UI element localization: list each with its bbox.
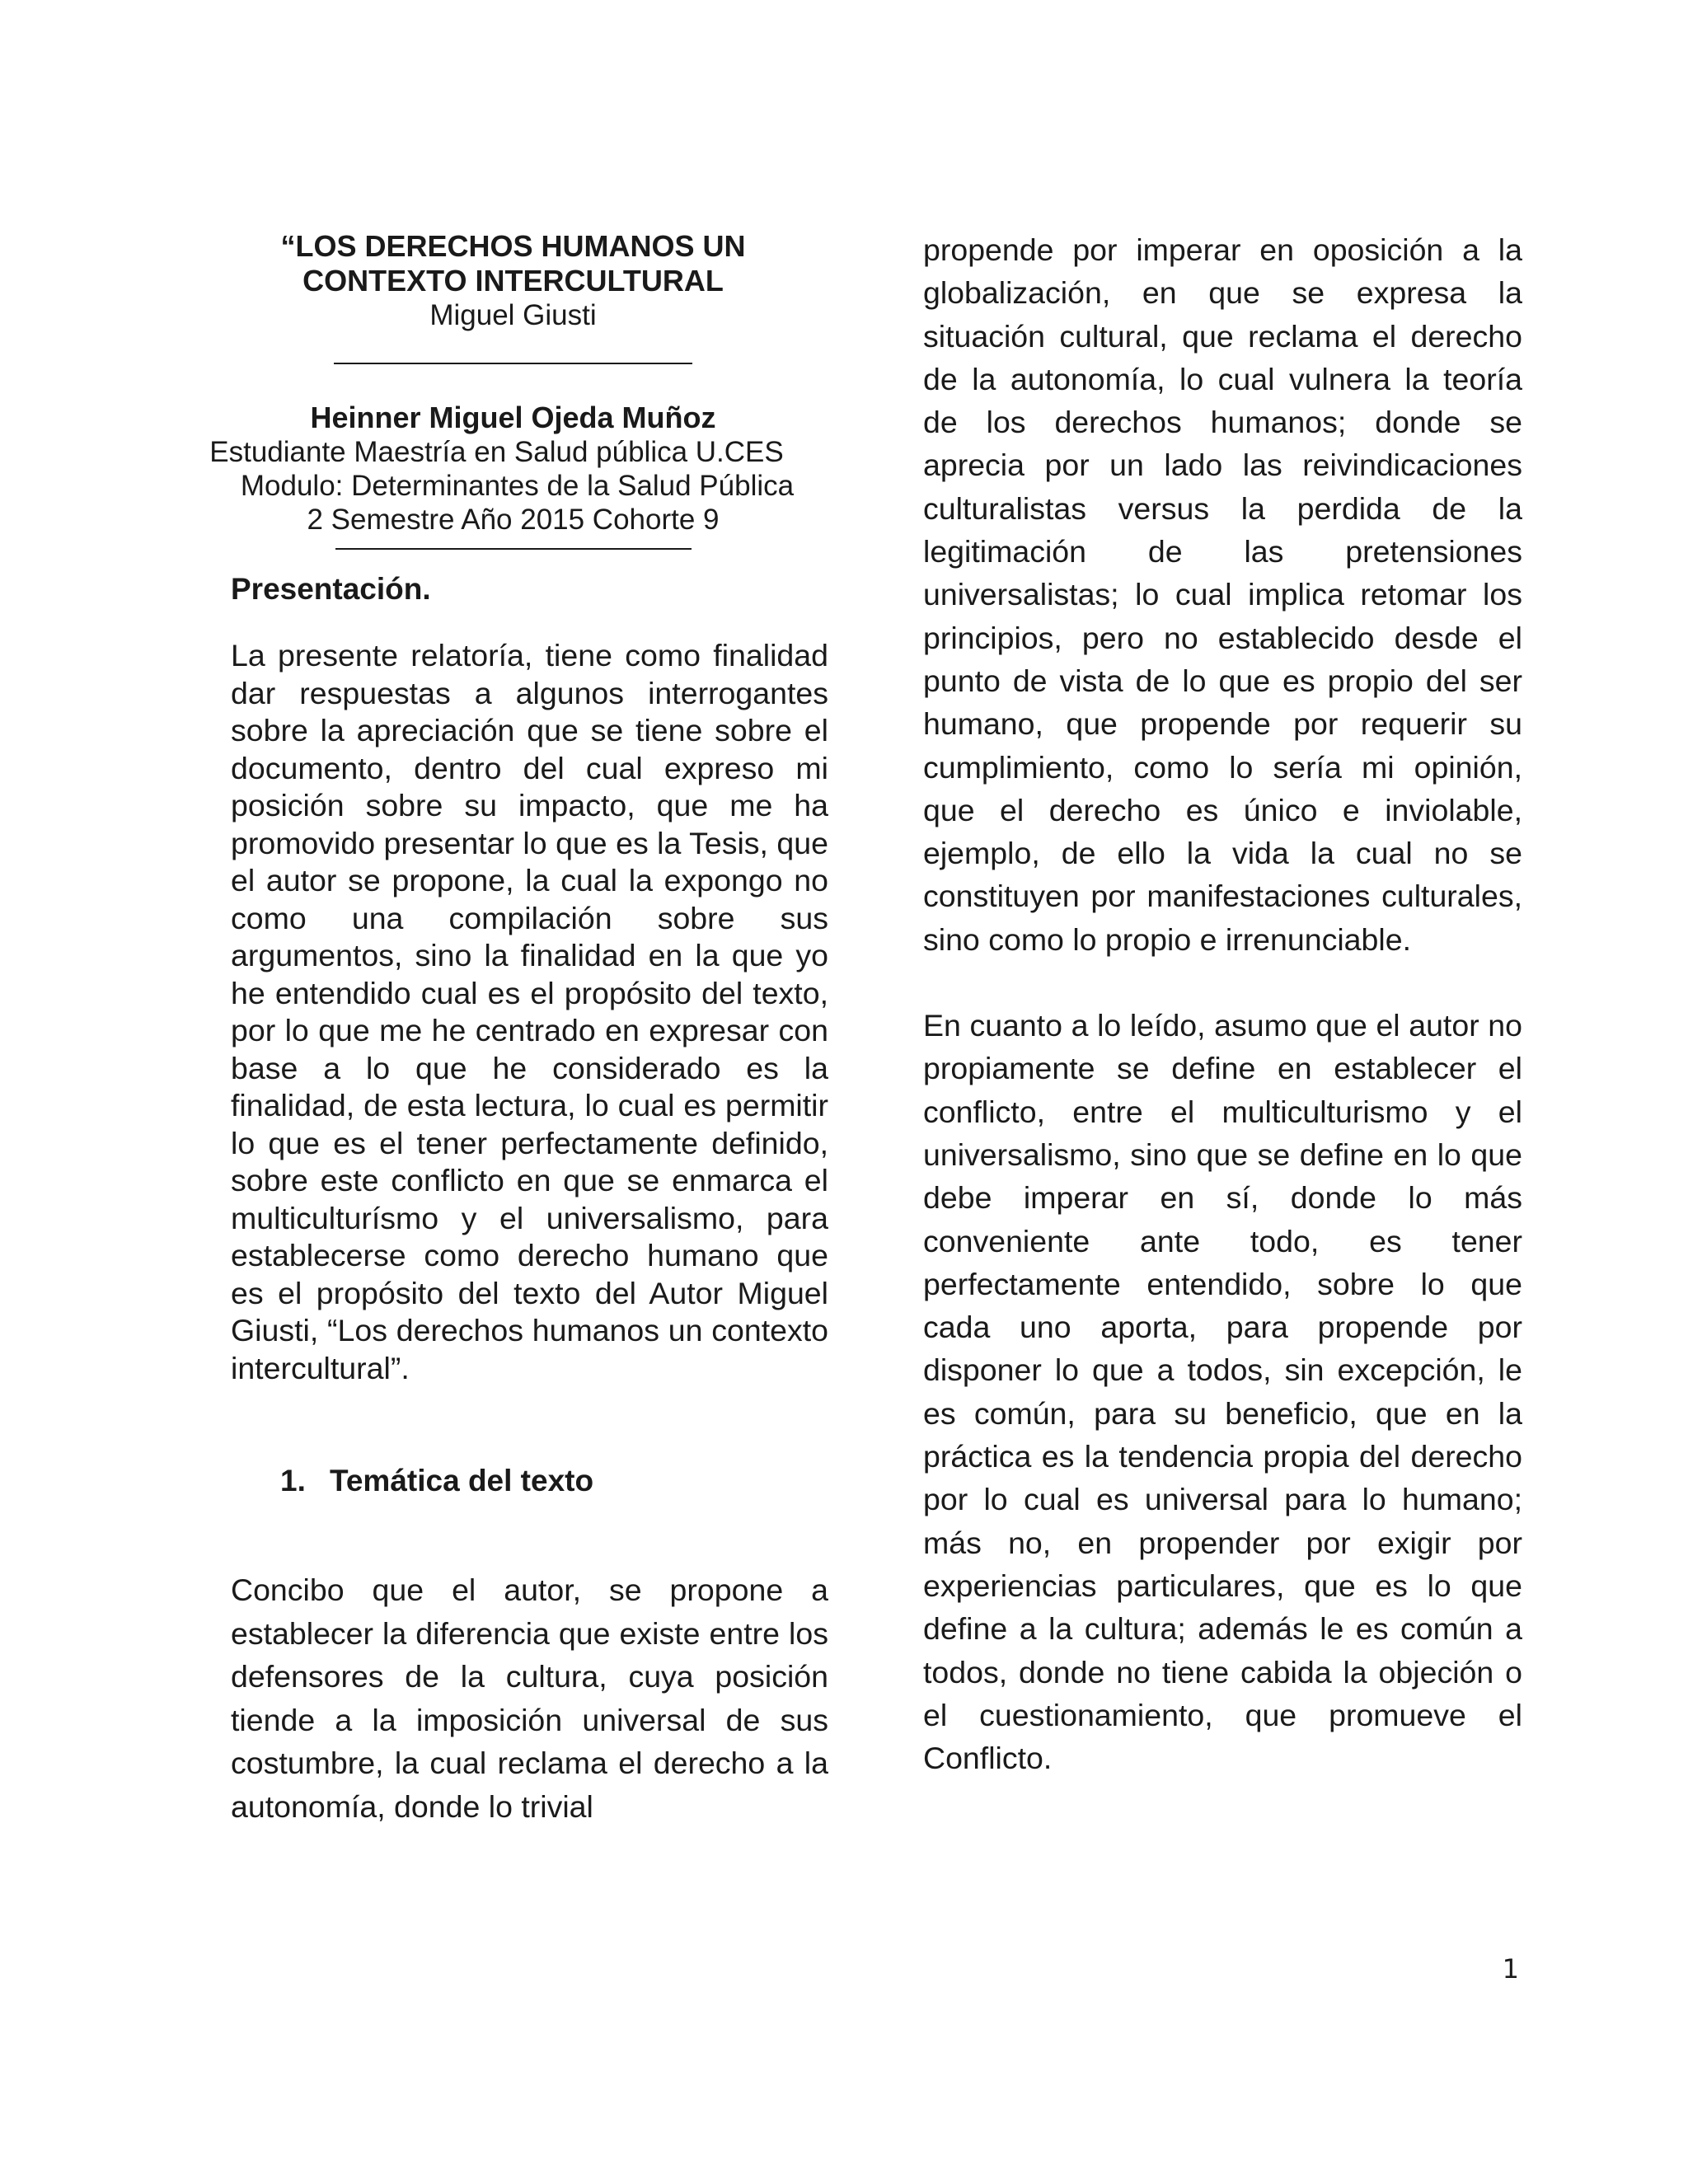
source-author: Miguel Giusti (429, 299, 597, 331)
author-module: Modulo: Determinantes de la Salud Pública (240, 470, 795, 502)
left-column (209, 229, 828, 1859)
author-term: 2 Semestre Año 2015 Cohorte 9 (307, 504, 720, 536)
document-title-line-1: “LOS DERECHOS HUMANOS UN (280, 229, 746, 263)
right-paragraph-1: propende por imperar en oposición a la globalización, en que se expresa la situación cultural, que reclama el derecho de la autonomía, lo cual vulnera la teoría de los derechos humanos; donde se aprecia por un lado las reivindicaciones culturalistas versus la perdida de la legitimación de las pretensiones universalistas; lo cual implica retomar los principios, pero no establecido desde el punto de vista de lo que es propio del ser humano, que propende por requerir su cumplimiento, como lo sería mi opinión, que el derecho es único e inviolable, ejemplo, de ello la vida la cual no se constituyen por manifestaciones culturales, sino como lo propio e irrenunciable. (923, 232, 1522, 957)
tematica-heading-text: Temática del texto (330, 1464, 594, 1497)
title-block (209, 229, 812, 550)
tematica-paragraph: Concibo que el autor, se propone a establecer la diferencia que existe entre los defensores de la cultura, cuya posición tiende a la imposición universal de sus costumbre, la cual reclama el derecho a la autonomía, donde lo trivial (231, 1572, 828, 1824)
right-column (923, 228, 1522, 1779)
author-divider (335, 548, 692, 550)
author-role: Estudiante Maestría en Salud pública U.CES (209, 436, 784, 468)
author-name: Heinner Miguel Ojeda Muñoz (310, 401, 716, 434)
tematica-number: 1. (280, 1464, 306, 1497)
page-number: 1 (1502, 1953, 1519, 1985)
presentacion-heading: Presentación. (231, 572, 431, 606)
document-title-line-2: CONTEXTO INTERCULTURAL (302, 264, 724, 298)
title-divider (334, 363, 692, 364)
right-paragraph-2: En cuanto a lo leído, asumo que el autor no propiamente se define en establecer el conflicto, entre el multiculturismo y el universalismo, sino que se define en lo que debe imperar en sí, donde lo más conveniente ante todo, es tener perfectamente entendido, sobre lo que cada uno aporta, para propende por disponer lo que a todos, sin excepción, le es común, para su beneficio, que en la práctica es la tendencia propia del derecho por lo cual es universal para lo humano; más no, en propender por exigir por experiencias particulares, que es lo que define a la cultura; además le es común a todos, donde no tiene cabida la objeción o el cuestionamiento, que promueve el Conflicto. (923, 1008, 1522, 1776)
presentacion-paragraph: La presente relatoría, tiene como finalidad dar respuestas a algunos interrogantes sobre la apreciación que se tiene sobre el documento, dentro del cual expreso mi posición sobre su impacto, que me ha promovido presentar lo que es la Tesis, que el autor se propone, la cual la expongo no como una compilación sobre sus argumentos, sino la finalidad en la que yo he entendido cual es el propósito del texto, por lo que me he centrado en expresar con base a lo que he considerado es la finalidad, de esta lectura, lo cual es permitir lo que es el tener perfectamente definido, sobre este conflicto en que se enmarca el multiculturísmo y el universalismo, para establecerse como derecho humano que es el propósito del texto del Autor Miguel Giusti, “Los derechos humanos un contexto intercultural”. (231, 638, 828, 1385)
tematica-heading (280, 1463, 828, 1499)
